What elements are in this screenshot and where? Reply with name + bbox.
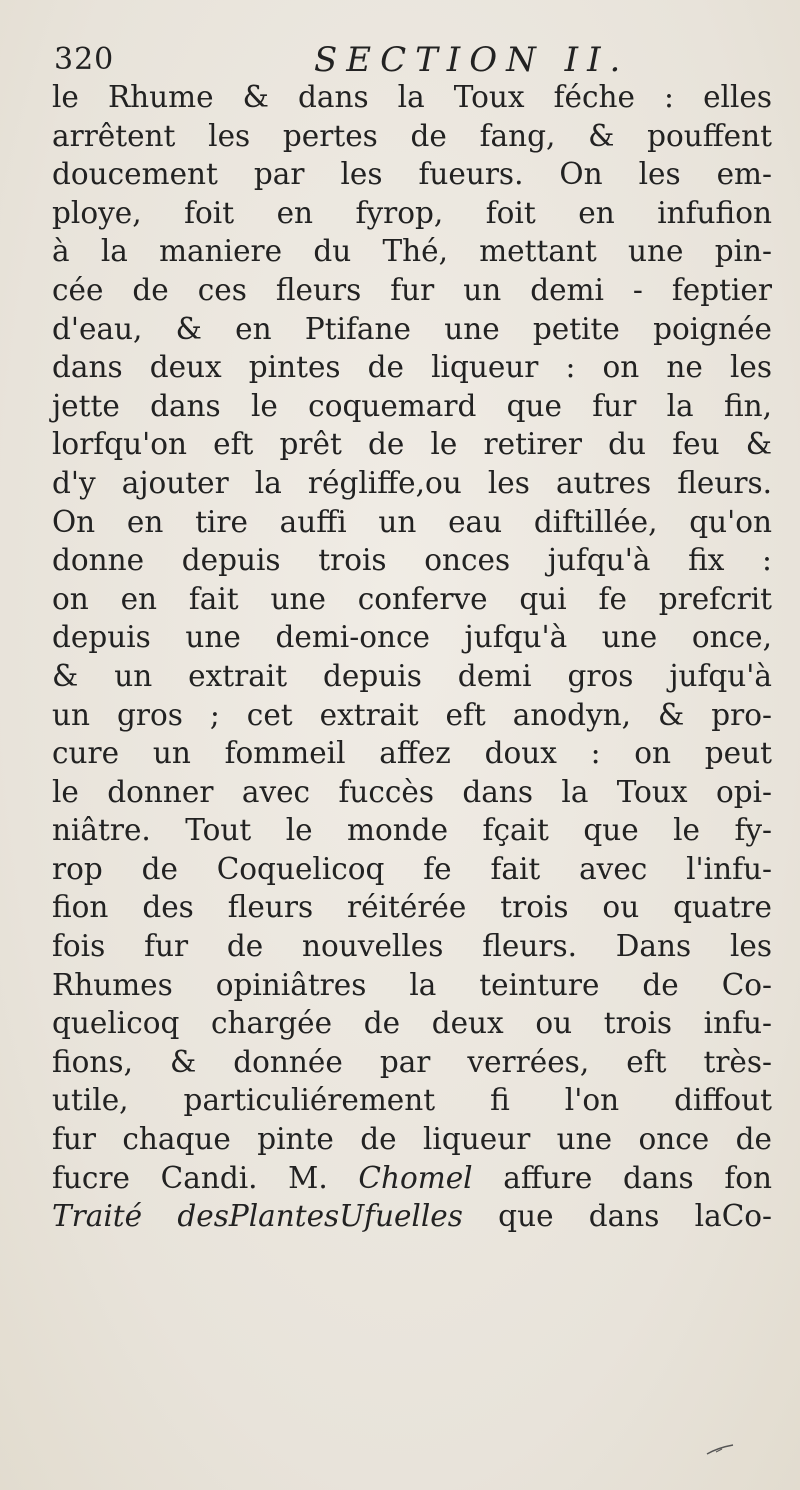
- text-line: le donner avec fuccès dans la Toux opi-: [52, 774, 772, 809]
- text-line: fucre Candi. M. Chomel affure dans fon: [52, 1160, 772, 1195]
- text-line: doucement par les fueurs. On les em-: [52, 157, 772, 192]
- text-line: un gros ; cet extrait eft anodyn, & pro-: [52, 697, 772, 732]
- page-number: 320: [54, 42, 115, 77]
- text-line: arrêtent les pertes de fang, & pouffent: [52, 118, 772, 153]
- page-header: [40, 38, 780, 82]
- book-title-italic: Traité desPlantesUfuelles: [52, 1199, 463, 1234]
- text-line: utile, particuliérement fi l'on diffout: [52, 1083, 772, 1118]
- text-line: jette dans le coquemard que fur la fin,: [52, 388, 772, 423]
- text-line: ploye, foit en fyrop, foit en infufion: [52, 195, 772, 230]
- text-line: donne depuis trois onces jufqu'à fix :: [52, 543, 772, 578]
- ink-mark: [706, 1444, 734, 1456]
- text-line-last: [52, 1197, 772, 1236]
- text-line: à la maniere du Thé, mettant une pin-: [52, 234, 772, 269]
- text-line: fion des fleurs réitérée trois ou quatre: [52, 890, 772, 925]
- text-line: cée de ces fleurs fur un demi - feptier: [52, 272, 772, 307]
- text-line: Rhumes opiniâtres la teinture de Co-: [52, 967, 772, 1002]
- text-line: quelicoq chargée de deux ou trois infu-: [52, 1006, 772, 1041]
- text-line: le Rhume & dans la Toux féche : elles: [52, 80, 772, 114]
- running-head: SECTION II.: [314, 40, 630, 80]
- text-line-tail: que dans laCo-: [462, 1199, 773, 1234]
- text-line: on en fait une conferve qui fe prefcrit: [52, 581, 772, 616]
- text-line: d'eau, & en Ptifane une petite poignée: [52, 311, 772, 346]
- text-line: cure un fommeil affez doux : on peut: [52, 736, 772, 771]
- text-line: rop de Coquelicoq fe fait avec l'infu-: [52, 851, 772, 886]
- text-line: depuis une demi-once jufqu'à une once,: [52, 620, 772, 655]
- text-line: dans deux pintes de liqueur : on ne les: [52, 350, 772, 385]
- text-line: & un extrait depuis demi gros jufqu'à: [52, 658, 772, 693]
- text-line: d'y ajouter la régliffe,ou les autres fleurs.: [52, 465, 772, 500]
- text-line: On en tire auffi un eau diftillée, qu'on: [52, 504, 772, 539]
- body-text: [52, 78, 772, 1236]
- text-line: fur chaque pinte de liqueur une once de: [52, 1122, 772, 1157]
- text-line: fions, & donnée par verrées, eft très-: [52, 1044, 772, 1079]
- text-line: lorfqu'on eft prêt de le retirer du feu &: [52, 427, 772, 462]
- text-line: fois fur de nouvelles fleurs. Dans les: [52, 929, 772, 964]
- author-name-italic: Chomel: [358, 1160, 473, 1195]
- text-line: niâtre. Tout le monde fçait que le fy-: [52, 813, 772, 848]
